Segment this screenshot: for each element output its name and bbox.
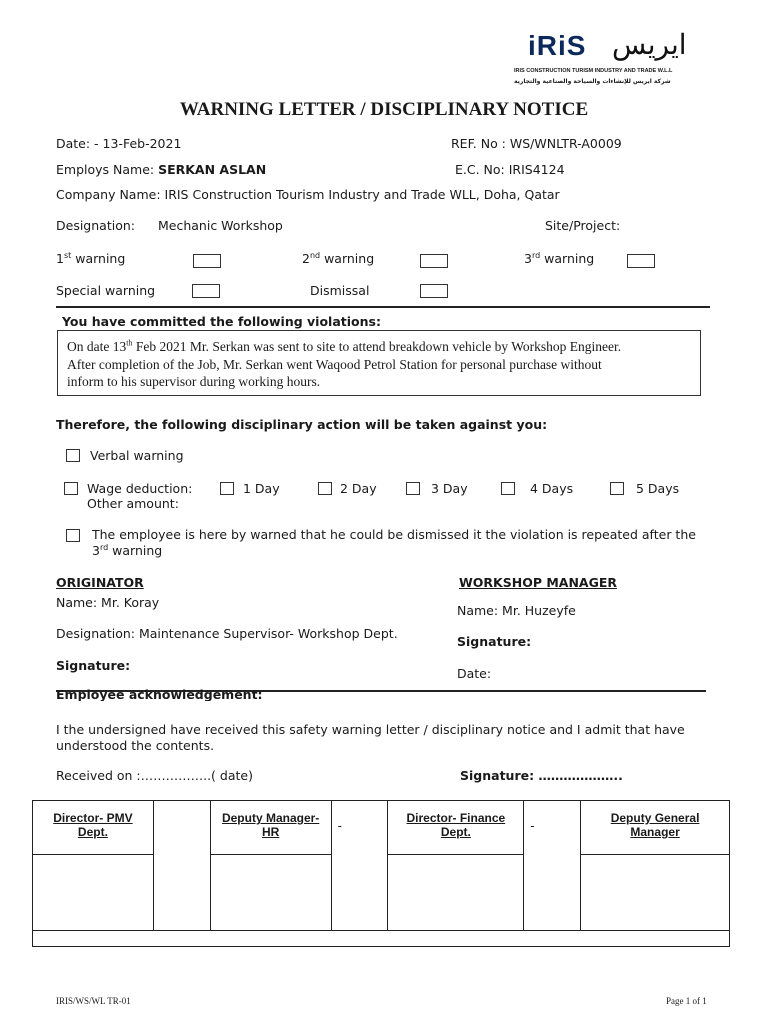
two-day-label: 2 Day — [340, 481, 377, 496]
page-title: WARNING LETTER / DISCIPLINARY NOTICE — [179, 99, 589, 120]
two-day-checkbox[interactable] — [318, 482, 332, 495]
one-day-label: 1 Day — [243, 481, 280, 496]
deputy-manager-hr-header: Deputy Manager- HR — [210, 801, 331, 855]
approval-spacer-cell — [153, 801, 210, 931]
approval-table — [32, 800, 730, 947]
violations-box — [57, 330, 701, 396]
logo-company-en: IRIS CONSTRUCTION TURISM INDUSTRY AND TRADE W.L.L — [514, 68, 673, 74]
designation-label: Designation: — [56, 218, 135, 233]
violations-heading: You have committed the following violations: — [62, 314, 381, 329]
deputy-general-manager-signature-cell[interactable] — [581, 855, 730, 931]
approval-dash-cell: - — [331, 801, 388, 931]
director-finance-signature-cell[interactable] — [388, 855, 524, 931]
acknowledgement-text-1: I the undersigned have received this safety warning letter / disciplinary notice and I admit that have — [56, 722, 685, 737]
footer-page-number: Page 1 of 1 — [666, 996, 707, 1006]
other-amount-label: Other amount: — [87, 496, 179, 511]
employee-name-label: Employs Name: — [56, 162, 159, 177]
special-warning-label: Special warning — [56, 283, 156, 298]
action-heading: Therefore, the following disciplinary action will be taken against you: — [56, 417, 548, 432]
special-warning-checkbox[interactable] — [192, 284, 220, 298]
verbal-warning-checkbox[interactable] — [66, 449, 80, 462]
manager-heading: WORKSHOP MANAGER — [459, 575, 618, 590]
approval-remarks-row — [33, 931, 730, 947]
dismissal-warning-checkbox[interactable] — [66, 529, 80, 542]
five-days-label: 5 Days — [636, 481, 680, 496]
manager-date: Date: — [457, 666, 492, 681]
section-divider — [56, 306, 710, 308]
first-warning-label: 1st warning — [56, 250, 126, 266]
site-project-label: Site/Project: — [545, 218, 621, 233]
dismissal-warning-text: The employee is here by warned that he could be dismissed it the violation is repeated after the — [92, 527, 696, 542]
verbal-warning-label: Verbal warning — [90, 448, 184, 463]
second-warning-label: 2nd warning — [302, 250, 375, 266]
company-logo — [512, 28, 712, 90]
director-pmv-header: Director- PMV Dept. — [33, 801, 154, 855]
manager-name: Name: Mr. Huzeyfe — [457, 603, 576, 618]
dismissal-warning-text-2: 3rd warning — [92, 542, 163, 558]
three-day-label: 3 Day — [431, 481, 468, 496]
ref-number: REF. No : WS/WNLTR-A0009 — [451, 136, 622, 151]
wage-deduction-checkbox[interactable] — [64, 482, 78, 495]
originator-designation: Designation: Maintenance Supervisor- Workshop Dept. — [56, 626, 398, 641]
ec-number: E.C. No: IRIS4124 — [455, 162, 565, 177]
acknowledgement-text-2: understood the contents. — [56, 738, 215, 753]
dismissal-checkbox[interactable] — [420, 284, 448, 298]
company-name: Company Name: IRIS Construction Tourism Industry and Trade WLL, Doha, Qatar — [56, 187, 560, 202]
three-day-checkbox[interactable] — [406, 482, 420, 495]
director-finance-header: Director- Finance Dept. — [388, 801, 524, 855]
one-day-checkbox[interactable] — [220, 482, 234, 495]
four-days-checkbox[interactable] — [501, 482, 515, 495]
four-days-label: 4 Days — [530, 481, 574, 496]
acknowledgement-heading: Employee acknowledgement: — [56, 689, 263, 701]
logo-latin: iRiS — [528, 30, 587, 61]
first-warning-checkbox[interactable] — [193, 254, 221, 268]
logo-arabic: ايريس — [612, 28, 687, 61]
date-field: Date: - 13-Feb-2021 — [56, 136, 182, 151]
employee-name-row — [56, 162, 266, 177]
dismissal-label: Dismissal — [310, 283, 370, 298]
second-warning-checkbox[interactable] — [420, 254, 448, 268]
five-days-checkbox[interactable] — [610, 482, 624, 495]
third-warning-label: 3rd warning — [524, 250, 595, 266]
third-warning-checkbox[interactable] — [627, 254, 655, 268]
manager-signature: Signature: — [457, 634, 532, 649]
originator-signature: Signature: — [56, 658, 131, 673]
employee-signature-field: Signature: ……………….. — [460, 768, 623, 783]
employee-name: SERKAN ASLAN — [158, 162, 267, 177]
received-on-field: Received on :……………..( date) — [56, 768, 253, 783]
director-pmv-signature-cell[interactable] — [33, 855, 154, 931]
wage-deduction-label: Wage deduction: — [87, 481, 193, 496]
violation-line-1: On date 13th Feb 2021 Mr. Serkan was sent to site to attend breakdown vehicle by Workshop Engineer. — [67, 338, 622, 354]
originator-heading: ORIGINATOR — [56, 575, 144, 590]
deputy-general-manager-header: Deputy General Manager — [581, 801, 730, 855]
footer-doc-code: IRIS/WS/WL TR-01 — [56, 996, 131, 1006]
logo-company-ar: شركة ايريس للإنشاءات والسياحة والصناعية والتجارية — [514, 78, 671, 85]
designation-value: Mechanic Workshop — [158, 218, 283, 233]
violation-line-3: inform to his supervisor during working hours. — [67, 374, 321, 389]
approval-dash-cell: - — [524, 801, 581, 931]
deputy-manager-hr-signature-cell[interactable] — [210, 855, 331, 931]
originator-name: Name: Mr. Koray — [56, 595, 160, 610]
violation-line-2: After completion of the Job, Mr. Serkan went Waqood Petrol Station for personal purchase without — [67, 356, 602, 372]
